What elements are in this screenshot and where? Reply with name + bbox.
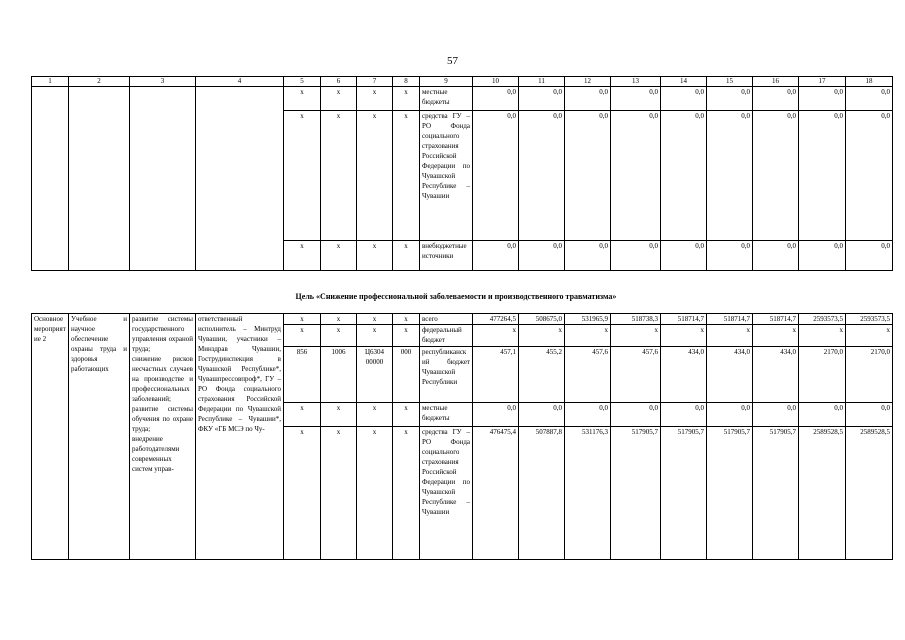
column-number: 12	[565, 77, 611, 87]
amount-cell: х	[661, 325, 707, 347]
amount-cell: 507887,8	[519, 427, 565, 560]
amount-cell: х	[707, 325, 753, 347]
amount-cell: 0,0	[707, 241, 753, 271]
amount-cell: 531965,9	[565, 314, 611, 325]
code-cell: х	[393, 314, 420, 325]
amount-cell: х	[611, 325, 661, 347]
table-row	[32, 314, 893, 325]
code-cell: х	[393, 325, 420, 347]
amount-cell: 518714,7	[661, 314, 707, 325]
amount-cell: 0,0	[661, 241, 707, 271]
amount-cell: 0,0	[753, 87, 799, 111]
amount-cell: 0,0	[519, 241, 565, 271]
event-name-cell: Учебное и научное обеспечение охраны труда и здоровья работающих	[69, 314, 130, 560]
code-cell: х	[357, 111, 393, 241]
amount-cell: 2593573,5	[799, 314, 846, 325]
amount-cell: 2170,0	[846, 347, 893, 403]
funding-source-cell: средства ГУ – РО Фонда социального страхования Российской Федерации по Чувашской Республике – Чувашии	[420, 427, 473, 560]
amount-cell: 517905,7	[661, 427, 707, 560]
amount-cell: 434,0	[753, 347, 799, 403]
column-number: 1	[32, 77, 69, 87]
amount-cell: 457,6	[565, 347, 611, 403]
code-cell: х	[284, 111, 321, 241]
amount-cell: х	[473, 325, 519, 347]
amount-cell: 518714,7	[707, 314, 753, 325]
amount-cell: 455,2	[519, 347, 565, 403]
amount-cell: 517905,7	[707, 427, 753, 560]
amount-cell: 0,0	[707, 87, 753, 111]
column-number: 16	[753, 77, 799, 87]
code-cell: х	[357, 427, 393, 560]
amount-cell: 0,0	[565, 111, 611, 241]
amount-cell: 0,0	[846, 111, 893, 241]
amount-cell: 2589528,5	[846, 427, 893, 560]
column-number: 7	[357, 77, 393, 87]
code-cell: х	[321, 427, 357, 560]
code-cell: х	[357, 314, 393, 325]
code-cell: х	[393, 403, 420, 427]
code-cell: х	[393, 87, 420, 111]
code-cell: х	[321, 403, 357, 427]
amount-cell: 0,0	[565, 403, 611, 427]
amount-cell: 2170,0	[799, 347, 846, 403]
column-number: 15	[707, 77, 753, 87]
goal-heading: Цель «Снижение профессиональной заболеваемости и производственного травматизма»	[295, 292, 617, 301]
code-cell: 856	[284, 347, 321, 403]
column-number: 13	[611, 77, 661, 87]
code-cell: х	[284, 403, 321, 427]
code-cell: х	[284, 241, 321, 271]
code-cell: х	[284, 427, 321, 560]
responsible-executor-cell: ответственный исполнитель – Минтруд Чувашии, участники – Минздрав Чувашии, Гострудинспекция в Чувашской Республике*, Чувашпрессовпроф*, ГУ – РО Фонда социального страхования Российской Федерации по Чувашской Республике – Чувашии*, ФКУ «ГБ МСЭ по Чу-	[196, 314, 284, 560]
code-cell: х	[284, 314, 321, 325]
amount-cell: 0,0	[661, 87, 707, 111]
amount-cell: 517905,7	[611, 427, 661, 560]
amount-cell: 434,0	[707, 347, 753, 403]
empty-cell	[69, 87, 130, 271]
code-cell: х	[321, 241, 357, 271]
amount-cell: х	[519, 325, 565, 347]
amount-cell: 0,0	[846, 87, 893, 111]
amount-cell: 518738,3	[611, 314, 661, 325]
amount-cell: 531176,3	[565, 427, 611, 560]
amount-cell: 0,0	[611, 241, 661, 271]
code-cell: х	[393, 241, 420, 271]
amount-cell: 0,0	[611, 111, 661, 241]
amount-cell: 0,0	[753, 111, 799, 241]
code-cell: х	[357, 403, 393, 427]
amount-cell: 508675,0	[519, 314, 565, 325]
column-number: 18	[846, 77, 893, 87]
amount-cell: 0,0	[519, 403, 565, 427]
amount-cell: 0,0	[519, 87, 565, 111]
amount-cell: 0,0	[473, 111, 519, 241]
amount-cell: 0,0	[611, 87, 661, 111]
code-cell: 000	[393, 347, 420, 403]
amount-cell: 518714,7	[753, 314, 799, 325]
amount-cell: 0,0	[473, 241, 519, 271]
amount-cell: 0,0	[661, 111, 707, 241]
amount-cell: 2593573,5	[846, 314, 893, 325]
column-number: 9	[420, 77, 473, 87]
column-number: 17	[799, 77, 846, 87]
column-number: 6	[321, 77, 357, 87]
empty-cell	[196, 87, 284, 271]
amount-cell: 477264,5	[473, 314, 519, 325]
amount-cell: 0,0	[846, 403, 893, 427]
empty-cell	[130, 87, 196, 271]
table-row	[32, 87, 893, 111]
amount-cell: 457,1	[473, 347, 519, 403]
amount-cell: 0,0	[799, 111, 846, 241]
column-number: 3	[130, 77, 196, 87]
column-number-row	[32, 77, 893, 87]
amount-cell: 517905,7	[753, 427, 799, 560]
column-number: 10	[473, 77, 519, 87]
amount-cell: 0,0	[753, 241, 799, 271]
amount-cell: 0,0	[565, 241, 611, 271]
amount-cell: 0,0	[707, 403, 753, 427]
column-number: 4	[196, 77, 284, 87]
funding-source-cell: республиканский бюджет Чувашской Республики	[420, 347, 473, 403]
empty-cell	[32, 87, 69, 271]
code-cell: х	[321, 325, 357, 347]
amount-cell: 0,0	[473, 403, 519, 427]
amount-cell: 0,0	[799, 403, 846, 427]
code-cell: 1006	[321, 347, 357, 403]
funding-source-cell: средства ГУ – РО Фонда социального страхования Российской Федерации по Чувашской Республике – Чувашии	[420, 111, 473, 241]
amount-cell: 0,0	[565, 87, 611, 111]
amount-cell: 0,0	[707, 111, 753, 241]
amount-cell: 0,0	[753, 403, 799, 427]
funding-source-cell: всего	[420, 314, 473, 325]
amount-cell: х	[565, 325, 611, 347]
code-cell: х	[321, 111, 357, 241]
amount-cell: 0,0	[611, 403, 661, 427]
amount-cell: 0,0	[473, 87, 519, 111]
column-number: 14	[661, 77, 707, 87]
code-cell: х	[393, 111, 420, 241]
task-description-cell: развитие системы государственного управления охраной труда; снижение рисков несчастных случаев на производстве и профессиональных заболеваний; развитие системы обучения по охране труда; внедрение работодателями современных систем управ-	[130, 314, 196, 560]
amount-cell: 0,0	[661, 403, 707, 427]
code-cell: х	[321, 314, 357, 325]
column-number: 11	[519, 77, 565, 87]
amount-cell: 2589528,5	[799, 427, 846, 560]
amount-cell: х	[846, 325, 893, 347]
code-cell: Ц6304 00000	[357, 347, 393, 403]
amount-cell: 0,0	[799, 87, 846, 111]
amount-cell: 0,0	[519, 111, 565, 241]
code-cell: х	[357, 241, 393, 271]
page-number: 57	[447, 55, 458, 67]
column-number: 5	[284, 77, 321, 87]
amount-cell: 0,0	[846, 241, 893, 271]
funding-source-cell: федеральный бюджет	[420, 325, 473, 347]
amount-cell: х	[799, 325, 846, 347]
amount-cell: 434,0	[661, 347, 707, 403]
code-cell: х	[284, 87, 321, 111]
column-number: 2	[69, 77, 130, 87]
amount-cell: 476475,4	[473, 427, 519, 560]
amount-cell: 457,6	[611, 347, 661, 403]
amount-cell: х	[753, 325, 799, 347]
funding-source-cell: местные бюджеты	[420, 403, 473, 427]
code-cell: х	[357, 325, 393, 347]
program-table-continuation	[31, 76, 893, 271]
column-number: 8	[393, 77, 420, 87]
funding-source-cell: внебюджетные источники	[420, 241, 473, 271]
program-table-main-event	[31, 313, 893, 560]
event-number-cell: Основное мероприятие 2	[32, 314, 69, 560]
code-cell: х	[393, 427, 420, 560]
amount-cell: 0,0	[799, 241, 846, 271]
funding-source-cell: местные бюджеты	[420, 87, 473, 111]
code-cell: х	[321, 87, 357, 111]
code-cell: х	[284, 325, 321, 347]
code-cell: х	[357, 87, 393, 111]
